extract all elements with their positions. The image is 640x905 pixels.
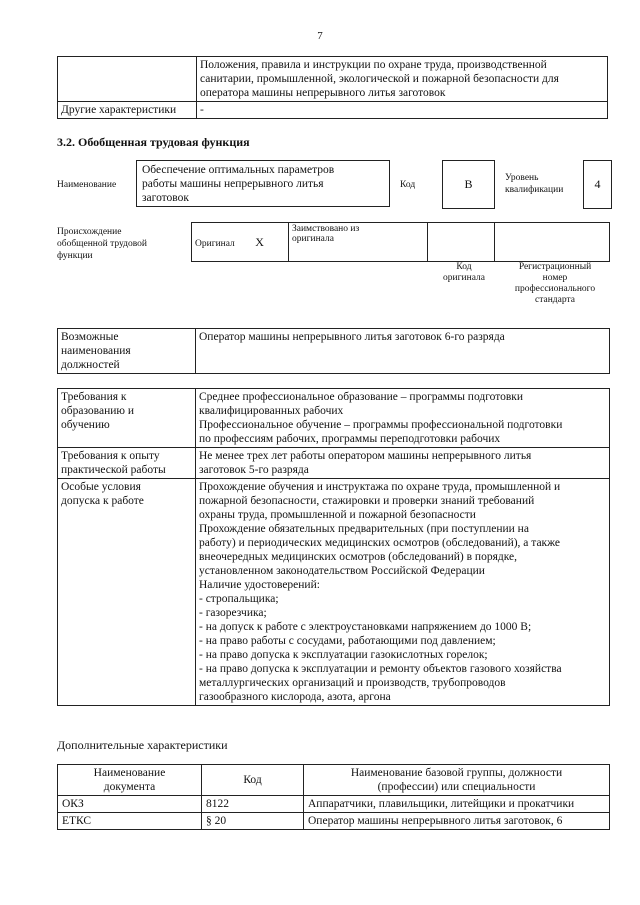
line: - xyxy=(200,104,204,116)
origin-table xyxy=(191,222,610,262)
line: оригинала xyxy=(292,234,334,244)
function-name-box xyxy=(136,160,390,207)
table-cell: 8122 xyxy=(202,796,304,813)
line: допуска к работе xyxy=(61,495,144,507)
borrowed-cell xyxy=(289,223,428,262)
table-row xyxy=(58,102,608,119)
line: наименования xyxy=(61,345,131,357)
line: стандарта xyxy=(535,295,575,305)
line: оператора машины непрерывного литья заготовок xyxy=(200,87,446,99)
line: Прохождение обязательных предварительных (при поступлении на xyxy=(199,523,529,535)
code-value: B xyxy=(442,160,495,209)
reg-number-caption xyxy=(500,262,610,306)
line: квалификации xyxy=(505,185,564,195)
line: Положения, правила и инструкции по охране труда, производственной xyxy=(200,59,547,71)
line: Уровень xyxy=(505,173,539,183)
line: заготовок 5-го разряда xyxy=(199,464,309,476)
line: Требования к опыту xyxy=(61,450,160,462)
line: внеочередных медицинских осмотров (обследований) в порядке, xyxy=(199,551,518,563)
line: Профессиональное обучение – программы профессиональной подготовки xyxy=(199,419,563,431)
line: - на право допуска к эксплуатации и ремонту объектов газового хозяйства xyxy=(199,663,562,675)
line: металлургических организаций и производств, трубопроводов xyxy=(199,677,506,689)
table-cell-value xyxy=(196,479,610,706)
level-value: 4 xyxy=(583,160,612,209)
additional-table xyxy=(57,764,610,830)
line: Требования к xyxy=(61,391,127,403)
line: санитарии, промышленной, экологической и пожарной безопасности для xyxy=(200,73,559,85)
line: работу) и периодических медицинских осмотров (обследований), а также xyxy=(199,537,561,549)
table-cell: § 20 xyxy=(202,813,304,830)
top-table xyxy=(57,56,608,119)
line: Наименование базовой группы, должности xyxy=(350,767,563,779)
line: должностей xyxy=(61,359,120,371)
table-cell-label xyxy=(58,389,196,448)
table-cell-value xyxy=(197,57,608,102)
table-cell: ОКЗ xyxy=(58,796,202,813)
original-label: Оригинал xyxy=(195,238,235,249)
table-cell-label xyxy=(58,329,196,374)
origin-label xyxy=(57,226,147,262)
line: (профессии) или специальности xyxy=(377,781,536,793)
table-cell-label xyxy=(58,479,196,706)
line: обобщенной трудовой xyxy=(57,239,147,249)
table-cell-value xyxy=(197,102,608,119)
naming-label: Наименование xyxy=(57,180,117,190)
line: заготовок xyxy=(142,192,189,204)
table-cell-value: Оператор машины непрерывного литья заготовок 6-го разряда xyxy=(196,329,610,374)
line: Среднее профессиональное образование – программы подготовки xyxy=(199,391,524,403)
level-label xyxy=(505,172,563,196)
additional-title: Дополнительные характеристики xyxy=(57,738,228,752)
code-original-cell xyxy=(428,223,495,262)
line: Обеспечение оптимальных параметров xyxy=(142,164,335,176)
table-row xyxy=(58,796,610,813)
line: пожарной безопасности, стажировки и проверки знаний требований xyxy=(199,495,535,507)
line: документа xyxy=(103,781,156,793)
line: оригинала xyxy=(443,273,485,283)
header-cell xyxy=(58,765,202,796)
code-original-caption xyxy=(430,262,498,284)
line: Прохождение обучения и инструктажа по охране труда, промышленной и xyxy=(199,481,561,493)
table-header-row xyxy=(58,765,610,796)
line: охраны труда, промышленной и пожарной безопасности xyxy=(199,509,476,521)
table-cell: ЕТКС xyxy=(58,813,202,830)
line: Происхождение xyxy=(57,227,122,237)
line: - на допуск к работе с электроустановками напряжением до 1000 В; xyxy=(199,621,532,633)
requirements-table xyxy=(57,388,610,706)
line: - стропальщика; xyxy=(199,593,279,605)
line: Заимствовано из xyxy=(292,224,360,234)
line: профессионального xyxy=(514,284,596,294)
line: практической работы xyxy=(61,464,166,476)
table-cell-label: Другие характеристики xyxy=(58,102,197,119)
section-title: 3.2. Обобщенная трудовая функция xyxy=(57,135,250,149)
line: Особые условия xyxy=(61,481,141,493)
line: - на право работы с сосудами, работающими под давлением; xyxy=(199,635,496,647)
page-number: 7 xyxy=(317,30,323,42)
table-cell: Аппаратчики, плавильщики, литейщики и прокатчики xyxy=(304,796,610,813)
table-cell: Оператор машины непрерывного литья заготовок, 6 xyxy=(304,813,610,830)
line: Не менее трех лет работы оператором машины непрерывного литья xyxy=(199,450,532,462)
original-mark: X xyxy=(255,234,264,249)
line: обучению xyxy=(61,419,110,431)
table-cell-value xyxy=(196,389,610,448)
table-cell-label xyxy=(58,448,196,479)
line: - на право допуска к эксплуатации газокислотных горелок; xyxy=(199,649,488,661)
line: - газорезчика; xyxy=(199,607,267,619)
header-cell xyxy=(304,765,610,796)
positions-table xyxy=(57,328,610,374)
original-cell xyxy=(192,223,289,262)
line: газообразного кислорода, азота, аргона xyxy=(199,691,391,703)
line: Наличие удостоверений: xyxy=(199,579,320,591)
line: функции xyxy=(57,251,93,261)
line: квалифицированных рабочих xyxy=(199,405,344,417)
line: образованию и xyxy=(61,405,134,417)
line: Код xyxy=(456,262,472,272)
table-row xyxy=(58,448,610,479)
line: номер xyxy=(542,273,568,283)
table-row xyxy=(58,57,608,102)
line: установленном законодательством Российской Федерации xyxy=(199,565,485,577)
table-row xyxy=(58,329,610,374)
line: по профессиям рабочих, программы переподготовки рабочих xyxy=(199,433,501,445)
reg-number-cell xyxy=(495,223,610,262)
line: Возможные xyxy=(61,331,119,343)
line: Регистрационный xyxy=(518,262,592,272)
table-cell-label xyxy=(58,57,197,102)
table-row xyxy=(58,389,610,448)
code-label: Код xyxy=(400,180,416,190)
table-cell-value xyxy=(196,448,610,479)
table-row xyxy=(58,479,610,706)
header-cell: Код xyxy=(202,765,304,796)
table-row xyxy=(192,223,610,262)
table-row xyxy=(58,813,610,830)
line: Наименование xyxy=(93,767,166,779)
line: работы машины непрерывного литья xyxy=(142,178,324,190)
